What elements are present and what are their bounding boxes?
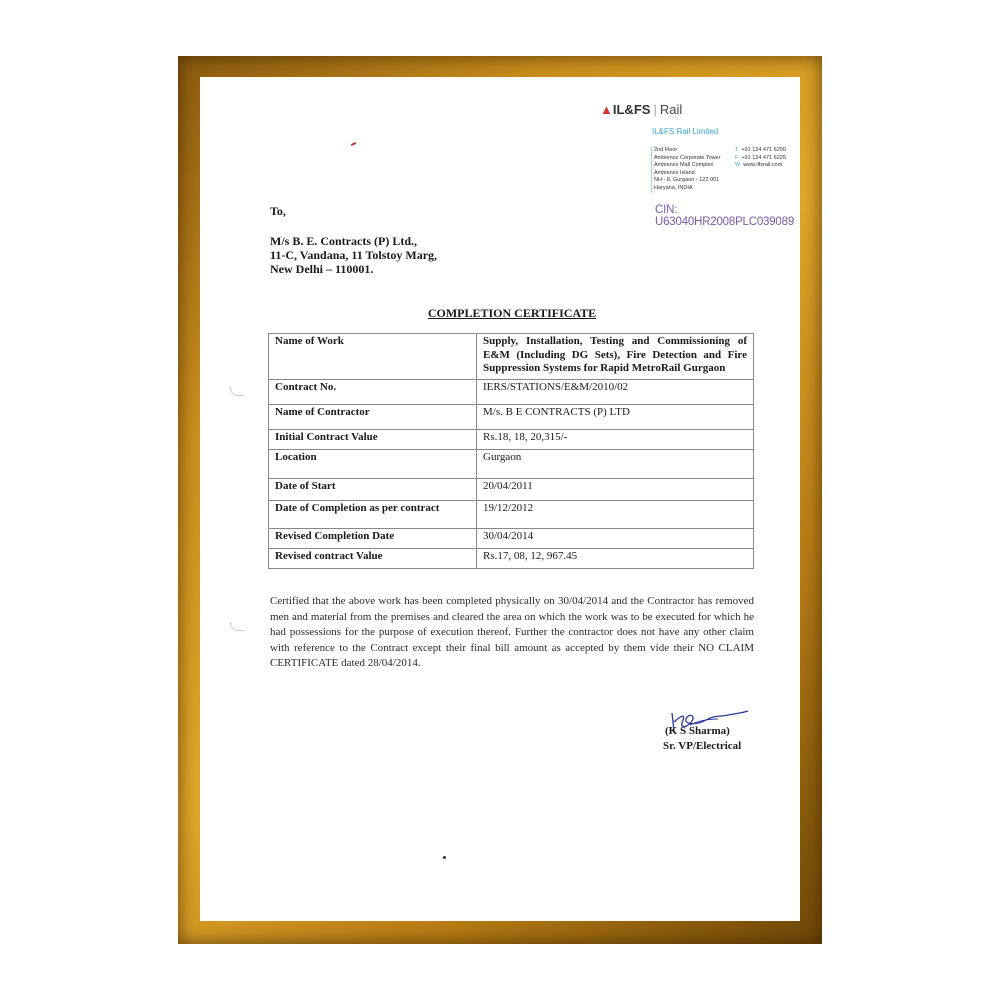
signatory-designation: Sr. VP/Electrical [663, 740, 742, 752]
table-row: Initial Contract Value Rs.18, 18, 20,315/- [269, 429, 754, 449]
salutation: To, [270, 204, 286, 218]
document-title: COMPLETION CERTIFICATE [427, 306, 597, 320]
table-row: Name of Contractor M/s. B E CONTRACTS (P) LTD [269, 404, 754, 429]
certification-paragraph: Certified that the above work has been completed physically on 30/04/2014 and the Contractor has removed men and material from the premises and cleared the area on which the work was to be executed for which he had possessions for the purpose of execution thereof. Further the contractor does not have any other claim with reference to the Contract except their final bill amount as accepted by them vide their NO CLAIM CERTIFICATE dated 28/04/2014. [270, 595, 754, 669]
table-row: Date of Start 20/04/2011 [269, 478, 754, 500]
cin-stamp: CIN: U63040HR2008PLC039089 [655, 204, 795, 228]
signatory-name: (K S Sharma) [665, 725, 730, 737]
addressee-block: M/s B. E. Contracts (P) Ltd., 11-C, Vandana, 11 Tolstoy Marg, New Delhi – 110001. [270, 234, 438, 276]
scan-dot [443, 856, 446, 859]
company-address: 2nd Floor Ambience Corporate Tower Ambience Mall Complex Ambience Island NH - 8, Gurgaon - 122 001 Haryana, INDIA [651, 147, 721, 193]
company-logo: ▲IL&FS | Rail [600, 102, 683, 117]
ink-mark [351, 142, 356, 146]
certificate-page [200, 77, 800, 921]
table-row: Revised Completion Date 30/04/2014 [269, 528, 754, 548]
table-row: Location Gurgaon [269, 449, 754, 478]
company-contact: T +91 124 471 6200 F +91 124 471 6225 W www.ilfsrail.com [735, 147, 786, 169]
table-row: Date of Completion as per contract 19/12/2012 [269, 500, 754, 528]
company-name: IL&FS Rail Limited [652, 127, 719, 136]
scan-mark [230, 387, 245, 396]
table-row: Revised contract Value Rs.17, 08, 12, 967.45 [269, 548, 754, 568]
table-row: Contract No. IERS/STATIONS/E&M/2010/02 [269, 379, 754, 404]
table-row: Name of Work Supply, Installation, Testing and Commissioning of E&M (Including DG Sets), Fire Detection and Fire Suppression Systems for Rapid MetroRail Gurgaon [269, 334, 754, 380]
scan-mark [230, 622, 245, 631]
certificate-table [268, 333, 754, 569]
